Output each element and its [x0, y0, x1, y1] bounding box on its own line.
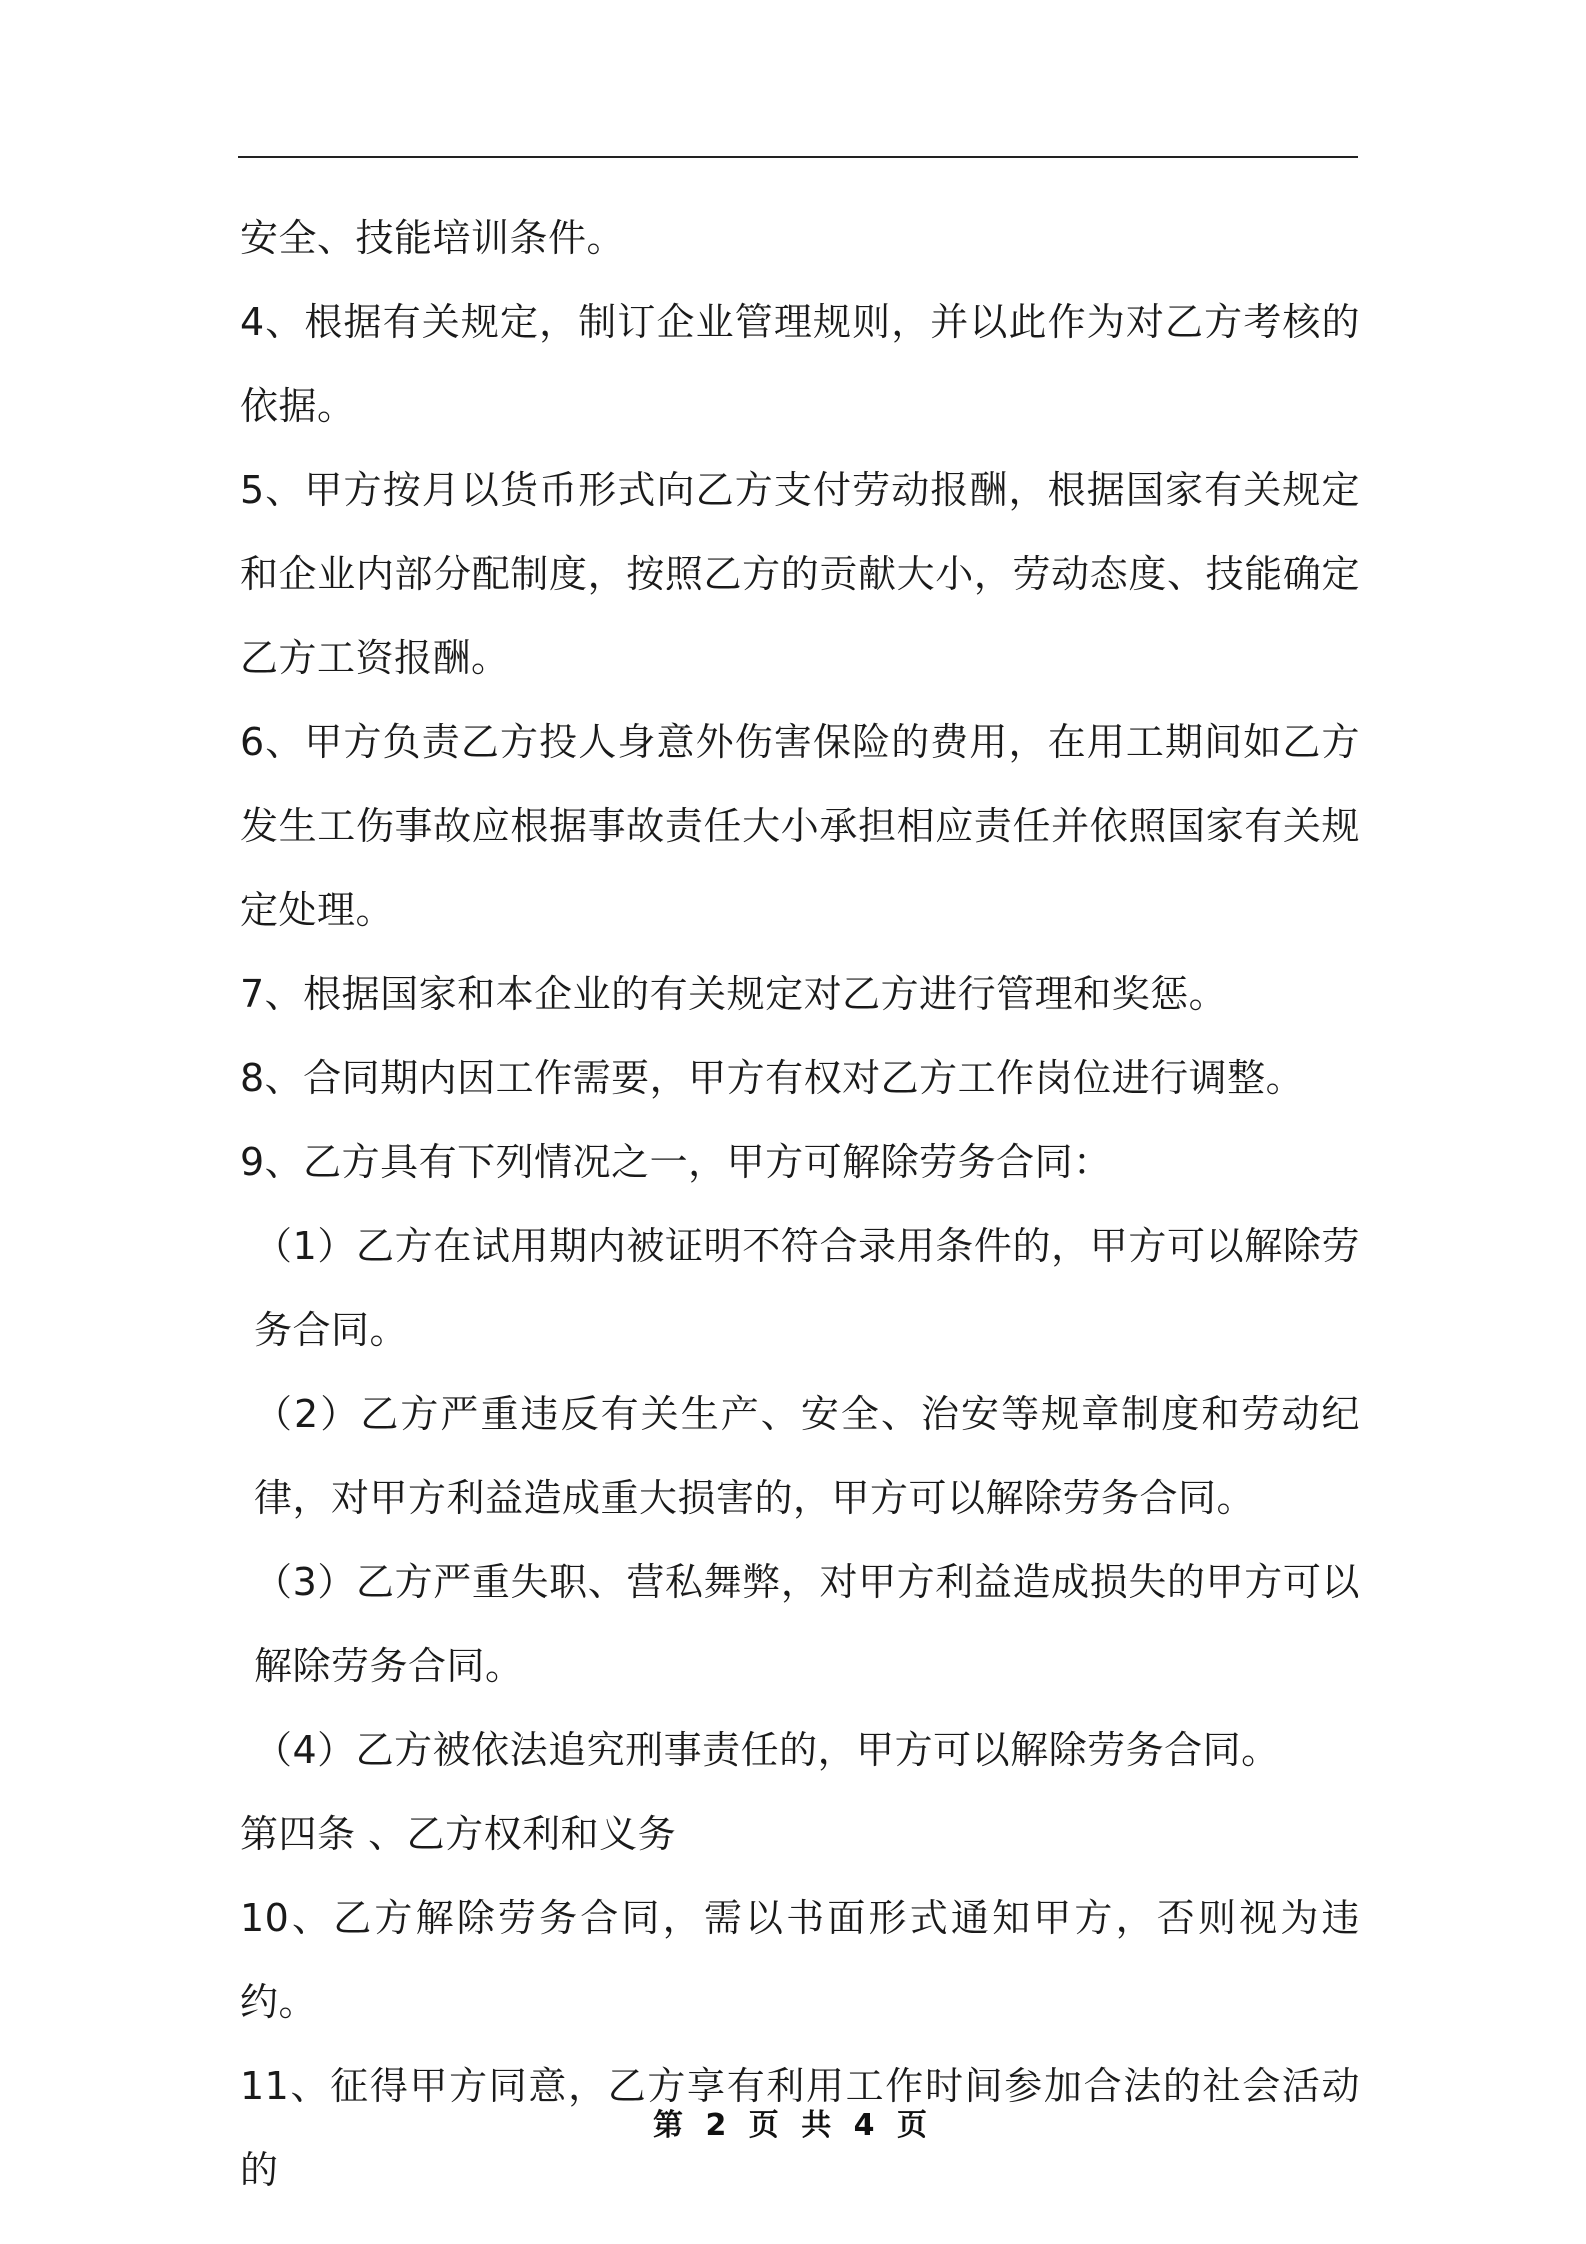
header-rule [238, 156, 1358, 158]
page-number-footer: 第 2 页 共 4 页 [653, 2108, 933, 2143]
paragraph: 安全、技能培训条件。 [240, 216, 626, 260]
sub-paragraph: （1）乙方在试用期内被证明不符合录用条件的，甲方可以解除劳务合同。 [254, 1224, 1360, 1352]
sub-paragraph: （3）乙方严重失职、营私舞弊，对甲方利益造成损失的甲方可以解除劳务合同。 [254, 1560, 1360, 1688]
paragraph: 6、甲方负责乙方投人身意外伤害保险的费用，在用工期间如乙方发生工伤事故应根据事故责任大小承担相应责任并依照国家有关规定处理。 [240, 720, 1360, 932]
paragraph: 9、乙方具有下列情况之一，甲方可解除劳务合同： [240, 1140, 1112, 1184]
sub-paragraph: （4）乙方被依法追究刑事责任的，甲方可以解除劳务合同。 [254, 1728, 1280, 1772]
document-body [240, 196, 1360, 2212]
paragraph: 11、征得甲方同意，乙方享有利用工作时间参加合法的社会活动的 [240, 2064, 1360, 2192]
paragraph: 5、甲方按月以货币形式向乙方支付劳动报酬，根据国家有关规定和企业内部分配制度，按照乙方的贡献大小，劳动态度、技能确定乙方工资报酬。 [240, 468, 1360, 680]
sub-paragraph: （2）乙方严重违反有关生产、安全、治安等规章制度和劳动纪律，对甲方利益造成重大损害的，甲方可以解除劳务合同。 [254, 1392, 1360, 1520]
paragraph: 10、乙方解除劳务合同，需以书面形式通知甲方，否则视为违约。 [240, 1896, 1360, 2024]
paragraph: 7、根据国家和本企业的有关规定对乙方进行管理和奖惩。 [240, 972, 1228, 1016]
section-heading: 第四条 、乙方权利和义务 [240, 1812, 677, 1856]
paragraph: 8、合同期内因工作需要，甲方有权对乙方工作岗位进行调整。 [240, 1056, 1305, 1100]
paragraph: 4、根据有关规定，制订企业管理规则，并以此作为对乙方考核的依据。 [240, 300, 1360, 428]
